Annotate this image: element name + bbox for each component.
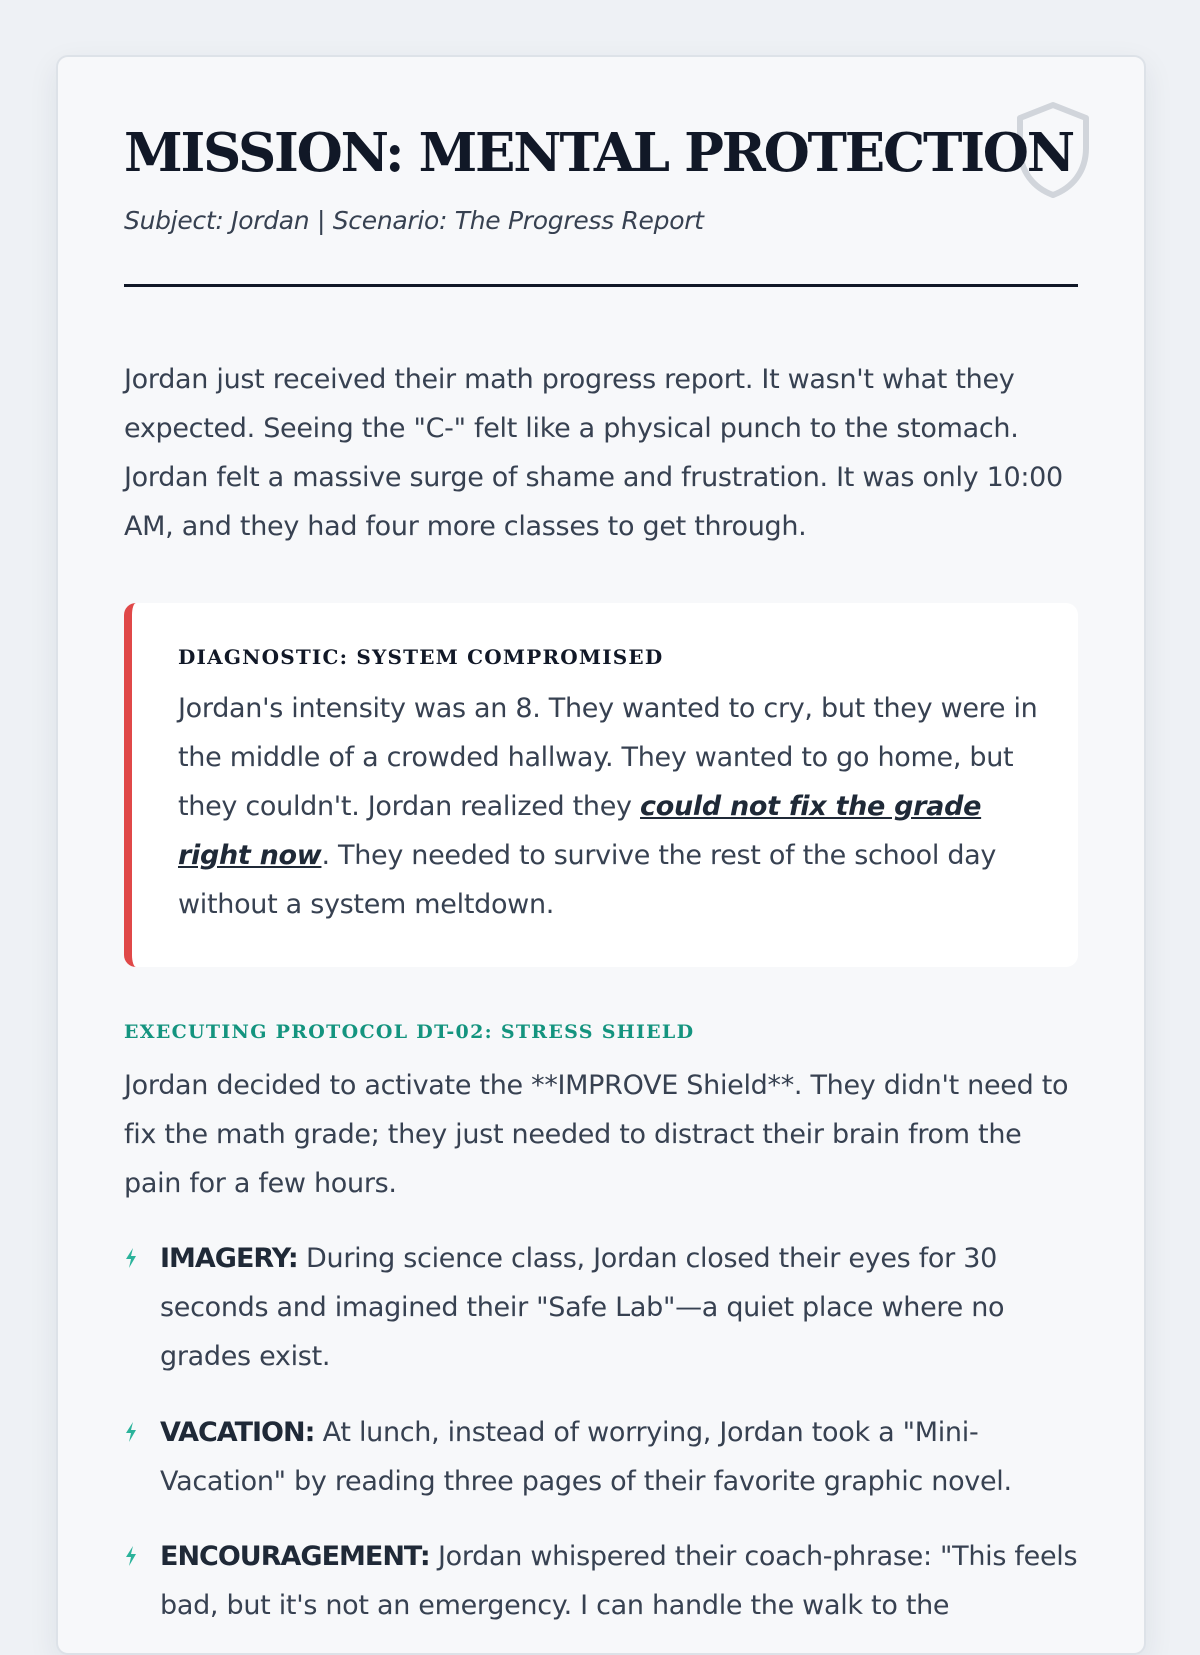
list-item-description: At lunch, instead of worrying, Jordan took a "Mini-Vacation" by reading three pages of their favorite graphic novel. — [160, 1417, 1012, 1497]
diagnostic-heading: DIAGNOSTIC: SYSTEM COMPROMISED — [178, 645, 664, 669]
diagnostic-text — [178, 684, 1048, 929]
page-title: MISSION: MENTAL PROTECTION — [124, 122, 1073, 184]
lightning-bullet-icon — [124, 1545, 138, 1567]
lightning-bullet-icon — [124, 1421, 138, 1443]
title-divider — [124, 284, 1078, 287]
list-item-encouragement — [124, 1532, 1084, 1630]
list-item-text — [160, 1408, 1084, 1506]
protocol-paragraph: Jordan decided to activate the **IMPROVE Shield**. They didn't need to fix the math grade; they just needed to distract their brain from the pain for a few hours. — [124, 1070, 1069, 1199]
list-item-label: IMAGERY: — [160, 1243, 298, 1274]
list-item-vacation — [124, 1408, 1084, 1506]
list-item-imagery — [124, 1234, 1084, 1381]
diagnostic-callout — [124, 603, 1078, 967]
lightning-bullet-icon — [124, 1247, 138, 1269]
list-item-text — [160, 1532, 1084, 1630]
diagnostic-emphasis: could not fix the grade right now — [178, 791, 982, 871]
list-item-label: VACATION: — [160, 1417, 315, 1448]
diagnostic-text-start: Jordan's intensity was an 8. They wanted to cry, but they were in the middle of a crowded hallway. They wanted to go home, but they couldn't. Jordan realized they — [178, 693, 1038, 822]
diagnostic-text-end: . They needed to survive the rest of the school day without a system meltdown. — [178, 840, 997, 920]
page-subtitle: Subject: Jordan | Scenario: The Progress Report — [124, 206, 704, 235]
list-item-label: ENCOURAGEMENT: — [160, 1541, 430, 1572]
list-item-description: During science class, Jordan closed their eyes for 30 seconds and imagined their "Safe Lab"—a quiet place where no grades exist. — [160, 1243, 1005, 1372]
protocol-heading: EXECUTING PROTOCOL DT-02: STRESS SHIELD — [124, 1021, 695, 1043]
intro-paragraph: Jordan just received their math progress report. It wasn't what they expected. Seeing the "C-" felt like a physical punch to the stomach. Jordan felt a massive surge of shame and frustration. It was only 10:00 AM, and they had four more classes to get through. — [124, 364, 1063, 542]
list-item-description: Jordan whispered their coach-phrase: "This feels bad, but it's not an emergency. I can handle the walk to the — [160, 1541, 1078, 1621]
list-item-text — [160, 1234, 1084, 1381]
